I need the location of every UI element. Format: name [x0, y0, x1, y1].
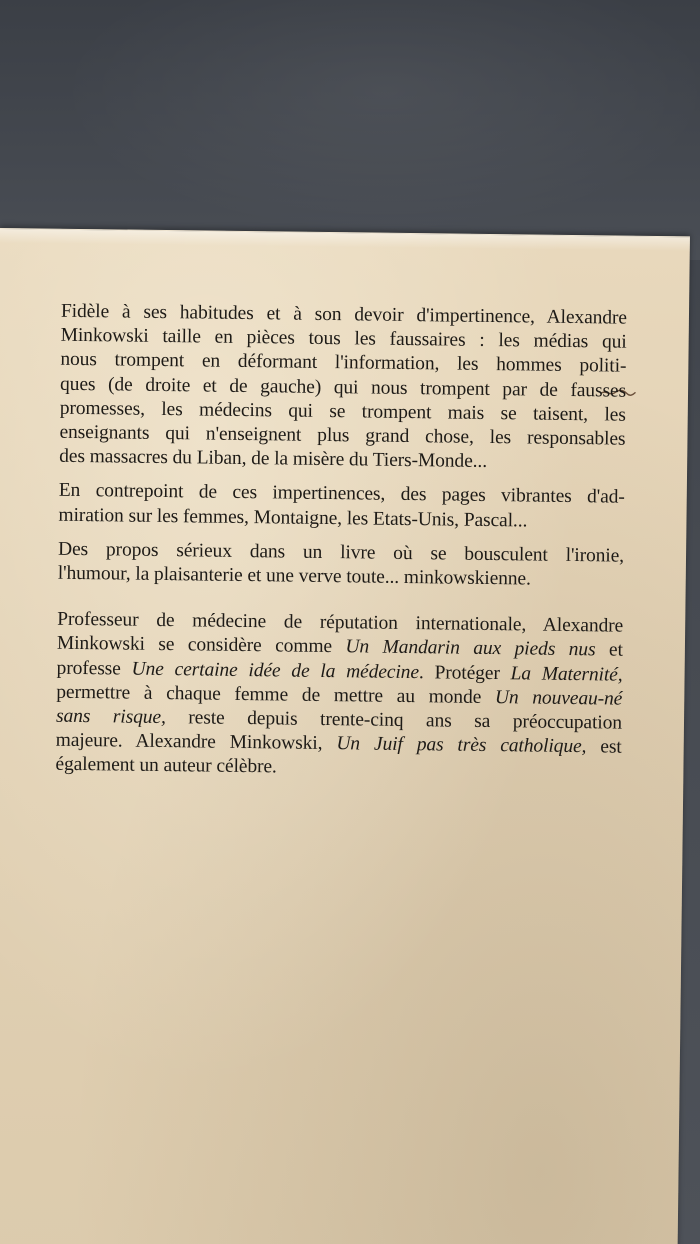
- text-run: majeure. Alexandre Minkowski,: [55, 729, 337, 755]
- book-title: Un Juif pas très catholique,: [336, 733, 587, 758]
- text-run: est: [586, 736, 622, 758]
- book-title: Un Mandarin aux pieds nus: [345, 636, 596, 661]
- text-line: des massacres du Liban, de la misère du Tiers-Monde...: [59, 445, 488, 473]
- text-run: . Protéger: [418, 661, 511, 684]
- text-line: enseignants qui n'enseignent plus grand chose, les responsables: [59, 421, 626, 450]
- book-back-cover: [0, 228, 690, 1244]
- book-title: Une certaine idée de la médecine: [131, 658, 420, 683]
- text-run: et: [595, 639, 623, 662]
- blurb-paragraph-3: [58, 538, 625, 593]
- cover-text: [55, 300, 627, 795]
- table-surface: [0, 0, 700, 260]
- text-line: Des propos sérieux dans un livre où se bousculent l'ironie,: [57, 538, 625, 567]
- book-title: Un nouveau-né: [494, 686, 623, 710]
- text-line: nous trompent en déformant l'information, les hommes politi-: [60, 349, 627, 378]
- text-run: reste depuis trente-cinq ans sa préoccupation: [165, 707, 623, 734]
- book-title: La Maternité,: [510, 662, 623, 686]
- text-line: Minkowski taille en pièces tous les faussaires : les médias qui: [60, 324, 627, 353]
- text-line: miration sur les femmes, Montaigne, les Etats-Unis, Pascal...: [58, 504, 528, 532]
- text-run: professe: [56, 657, 132, 680]
- text-line: promesses, les médecins qui se trompent mais se taisent, les: [59, 397, 626, 426]
- text-line: ques (de droite et de gauche) qui nous trompent par de fausses: [59, 373, 627, 402]
- text-line: également un auteur célèbre.: [55, 754, 277, 778]
- text-line: Fidèle à ses habitudes et à son devoir d'impertinence, Alexandre: [60, 300, 628, 329]
- blurb-paragraph-1: [59, 300, 627, 476]
- text-line: l'humour, la plaisanterie et une verve toute... minkowskienne.: [57, 562, 531, 590]
- author-bio-paragraph: [55, 608, 623, 784]
- text-line: En contrepoint de ces impertinences, des pages vibrantes d'ad-: [58, 480, 625, 509]
- book-title: sans risque,: [55, 705, 166, 729]
- blurb-paragraph-2: [58, 479, 625, 534]
- text-line: Professeur de médecine de réputation internationale, Alexandre: [57, 608, 624, 637]
- text-run: permettre à chaque femme de mettre au monde: [56, 681, 496, 708]
- text-run: Minkowski se considère comme: [56, 633, 346, 658]
